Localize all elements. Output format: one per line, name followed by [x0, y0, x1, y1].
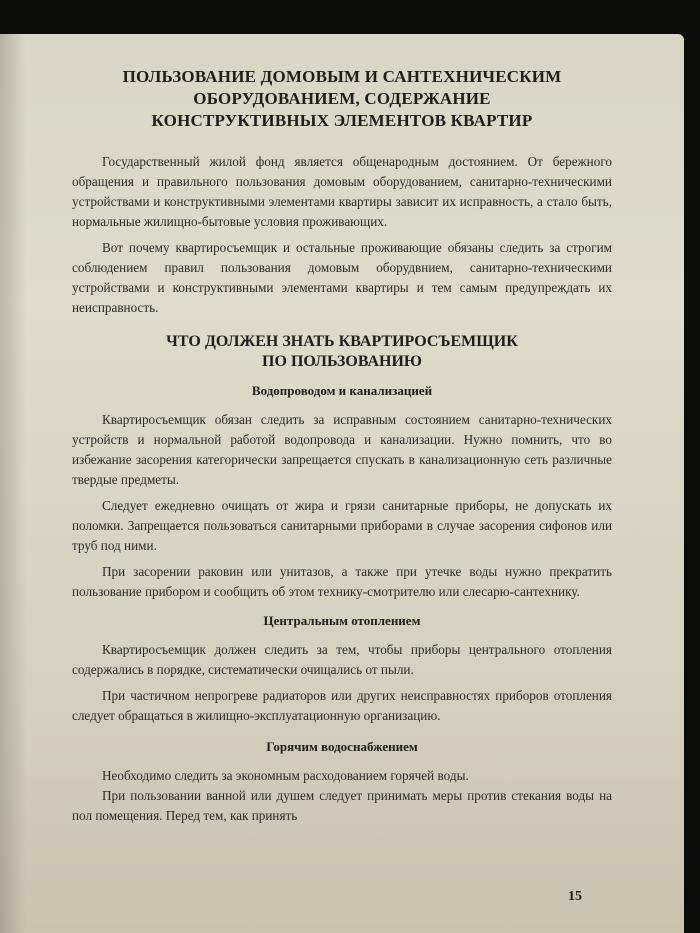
- water-paragraph-2: Следует ежедневно очищать от жира и грязи санитарные приборы, не допускать их поломки. Запрещается пользоваться санитарными приборами в случае засорения сифонов или труб под ними.: [72, 498, 612, 553]
- hot-water-paragraph-2: При пользовании ванной или душем следует принимать меры против стекания воды на пол помещения. Перед тем, как принять: [72, 788, 612, 823]
- main-title: ПОЛЬЗОВАНИЕ ДОМОВЫМ И САНТЕХНИЧЕСКИМ ОБОРУДОВАНИЕМ, СОДЕРЖАНИЕ КОНСТРУКТИВНЫХ ЭЛЕМЕНТОВ КВАРТИР: [122, 67, 562, 130]
- heating-paragraph-2: При частичном непрогреве радиаторов или других неисправностях приборов отопления следует обращаться в жилищно-эксплуатационную организацию.: [72, 688, 612, 723]
- page-content: [72, 66, 612, 832]
- water-paragraph-1: Квартиросъемщик обязан следить за исправным состоянием санитарно-технических устройств и нормальной работой водопровода и канализации. Нужно помнить, что во избежание засорения категорически запрещается спускать в канализационную сеть различные твердые предметы.: [72, 412, 612, 487]
- heating-paragraph-1: Квартиросъемщик должен следить за тем, чтобы приборы центрального отопления содержались в порядке, систематически очищались от пыли.: [72, 642, 612, 677]
- subsection-title-heating: Центральным отоплением: [263, 613, 421, 628]
- section-title: ЧТО ДОЛЖЕН ЗНАТЬ КВАРТИРОСЪЕМЩИК ПО ПОЛЬЗОВАНИЮ: [166, 333, 518, 370]
- book-page: [0, 34, 684, 933]
- intro-paragraph-1: Государственный жилой фонд является общенародным достоянием. От бережного обращения и правильного пользования домовым оборудованием, санитарно-техническими устройствами и конструктивными элементами квартиры зависит их исправность, а стало быть, нормальные жилищно-бытовые условия проживающих.: [72, 154, 612, 229]
- water-paragraph-3: При засорении раковин или унитазов, а также при утечке воды нужно прекратить пользование прибором и сообщить об этом технику-смотрителю или слесарю-сантехнику.: [72, 564, 612, 599]
- intro-paragraph-2: Вот почему квартиросъемщик и остальные проживающие обязаны следить за строгим соблюдением правил пользования домовым оборудвнием, санитарно-техническими устройствами и конструктивными элементами квартиры и тем самым предупреждать их неисправность.: [72, 240, 612, 315]
- page-number: 15: [568, 889, 582, 904]
- subsection-title-hot-water: Горячим водоснабжением: [266, 739, 418, 754]
- subsection-title-water: Водопроводом и канализацией: [251, 383, 433, 398]
- hot-water-paragraph-1: Необходимо следить за экономным расходованием горячей воды.: [102, 768, 469, 783]
